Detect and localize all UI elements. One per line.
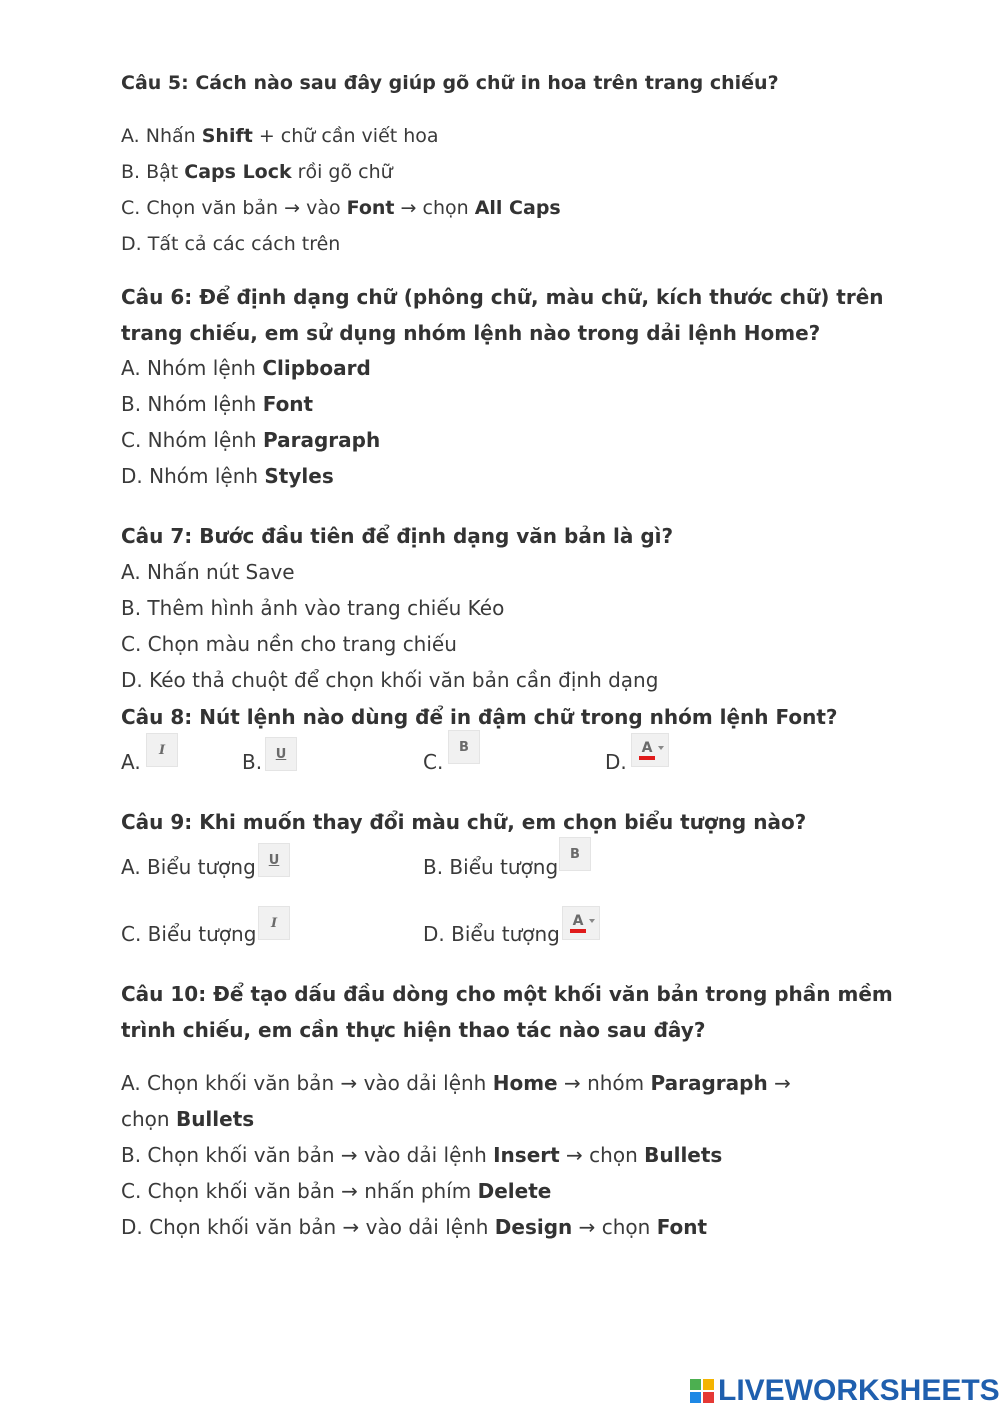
q8-option-d-label[interactable]: D. (605, 750, 627, 774)
q9-option-d-label[interactable]: D. Biểu tượng (423, 922, 560, 946)
italic-icon (146, 733, 178, 767)
q10-option-a-continued[interactable]: chọn Bullets (121, 1107, 255, 1131)
question-10-title-line1: Câu 10: Để tạo dấu đầu dòng cho một khối văn bản trong phần mềm (121, 982, 893, 1006)
q8-option-c-label[interactable]: C. (423, 750, 444, 774)
logo-square-4 (703, 1392, 714, 1403)
liveworksheets-logo (690, 1374, 1000, 1408)
font-color-icon (562, 906, 600, 940)
font-color-bar (570, 929, 586, 933)
underline-icon (258, 843, 290, 877)
q10-option-b[interactable]: B. Chọn khối văn bản → vào dải lệnh Insert → chọn Bullets (121, 1143, 723, 1167)
dropdown-caret-icon (589, 919, 595, 923)
font-color-bar (639, 756, 655, 760)
font-color-icon (631, 733, 669, 767)
font-color-glyph: A (572, 912, 584, 929)
q8-option-a-label[interactable]: A. (121, 750, 141, 774)
font-color-glyph: A (641, 739, 653, 756)
q6-option-a[interactable]: A. Nhóm lệnh Clipboard (121, 356, 371, 380)
question-10-title-line2: trình chiếu, em cần thực hiện thao tác nào sau đây? (121, 1018, 706, 1042)
question-9-title: Câu 9: Khi muốn thay đổi màu chữ, em chọn biểu tượng nào? (121, 810, 807, 834)
italic-glyph: I (158, 742, 166, 758)
q10-option-a[interactable]: A. Chọn khối văn bản → vào dải lệnh Home → nhóm Paragraph → (121, 1071, 791, 1095)
logo-grid-icon (690, 1379, 714, 1403)
logo-square-2 (703, 1379, 714, 1390)
q6-option-b[interactable]: B. Nhóm lệnh Font (121, 392, 314, 416)
q7-option-b[interactable]: B. Thêm hình ảnh vào trang chiếu Kéo (121, 596, 505, 620)
question-7-title: Câu 7: Bước đầu tiên để định dạng văn bản là gì? (121, 524, 674, 548)
underline-glyph: U (268, 852, 280, 868)
logo-square-1 (690, 1379, 701, 1390)
italic-glyph: I (270, 915, 278, 931)
q10-option-d[interactable]: D. Chọn khối văn bản → vào dải lệnh Design → chọn Font (121, 1215, 708, 1239)
underline-icon (265, 737, 297, 771)
q7-option-d[interactable]: D. Kéo thả chuột để chọn khối văn bản cần định dạng (121, 668, 659, 692)
italic-icon (258, 906, 290, 940)
q9-option-a-label[interactable]: A. Biểu tượng (121, 855, 256, 879)
q7-option-a[interactable]: A. Nhấn nút Save (121, 560, 295, 584)
q6-option-c[interactable]: C. Nhóm lệnh Paragraph (121, 428, 381, 452)
q6-option-d[interactable]: D. Nhóm lệnh Styles (121, 464, 334, 488)
q9-option-b-label[interactable]: B. Biểu tượng (423, 855, 559, 879)
logo-square-3 (690, 1392, 701, 1403)
q10-option-c[interactable]: C. Chọn khối văn bản → nhấn phím Delete (121, 1179, 552, 1203)
bold-glyph: B (570, 846, 580, 862)
bold-glyph: B (459, 739, 469, 755)
question-8-title: Câu 8: Nút lệnh nào dùng để in đậm chữ trong nhóm lệnh Font? (121, 705, 838, 729)
question-6-title-line2: trang chiếu, em sử dụng nhóm lệnh nào trong dải lệnh Home? (121, 321, 821, 345)
q5-option-a[interactable]: A. Nhấn Shift + chữ cần viết hoa (121, 125, 439, 147)
underline-glyph: U (275, 746, 287, 762)
q8-option-b-label[interactable]: B. (242, 750, 263, 774)
q5-option-b[interactable]: B. Bật Caps Lock rồi gõ chữ (121, 161, 393, 183)
bold-icon (559, 837, 591, 871)
q5-option-c[interactable]: C. Chọn văn bản → vào Font → chọn All Caps (121, 197, 561, 219)
logo-text: LIVEWORKSHEETS (718, 1374, 1000, 1407)
question-5-title: Câu 5: Cách nào sau đây giúp gõ chữ in hoa trên trang chiếu? (121, 72, 779, 94)
question-6-title-line1: Câu 6: Để định dạng chữ (phông chữ, màu chữ, kích thước chữ) trên (121, 285, 884, 309)
q9-option-c-label[interactable]: C. Biểu tượng (121, 922, 257, 946)
bold-icon (448, 730, 480, 764)
dropdown-caret-icon (658, 746, 664, 750)
q7-option-c[interactable]: C. Chọn màu nền cho trang chiếu (121, 632, 457, 656)
q5-option-d[interactable]: D. Tất cả các cách trên (121, 233, 341, 255)
